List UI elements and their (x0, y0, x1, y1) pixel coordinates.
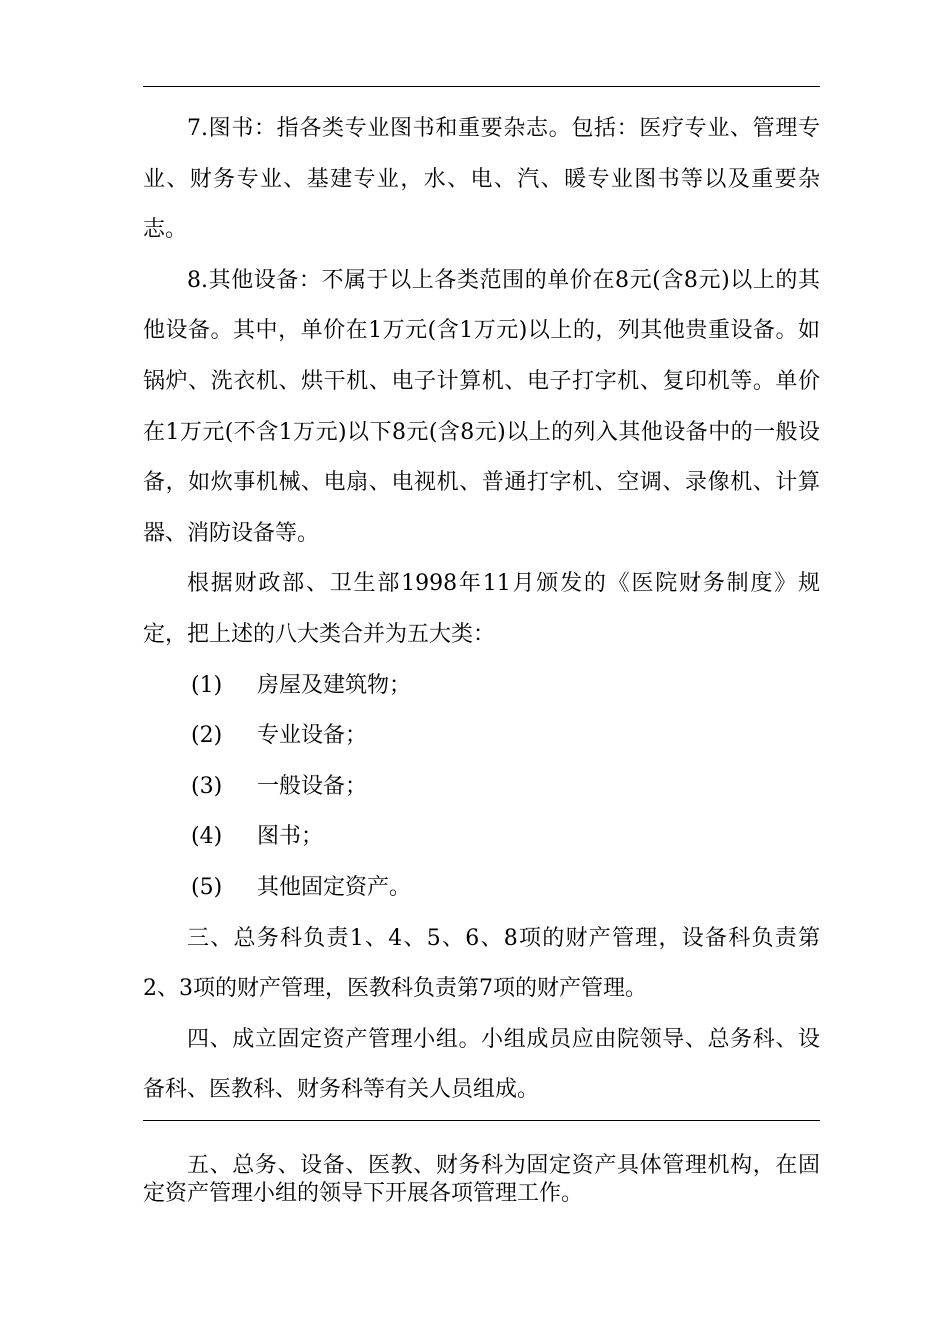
paragraph-regulation: 根据财政部、卫生部1998年11月颁发的《医院财务制度》规定，把上述的八大类合并为五大类： (143, 571, 820, 647)
list-item (143, 661, 820, 712)
list-item-number: (5) (191, 874, 223, 900)
list-item-number: (4) (191, 824, 223, 850)
list-item-number: (3) (191, 773, 223, 799)
paragraph-section-4: 四、成立固定资产管理小组。小组成员应由院领导、总务科、设备科、医教科、财务科等有关人员组成。 (143, 1026, 820, 1103)
list-item-text: 专业设备； (257, 723, 368, 749)
category-list (143, 661, 820, 914)
paragraph-books: 7.图书：指各类专业图书和重要杂志。包括：医疗专业、管理专业、财务专业、基建专业，水、电、汽、暖专业图书等以及重要杂志。 (143, 116, 820, 243)
list-item (143, 863, 820, 914)
list-item (143, 812, 820, 863)
list-item-text: 房屋及建筑物； (257, 672, 412, 698)
paragraph-section-3: 三、总务科负责1、4、5、6、8项的财产管理，设备科负责第2、3项的财产管理，医教科负责第7项的财产管理。 (143, 925, 820, 1002)
document-body (143, 104, 820, 1116)
paragraph-other-equipment: 8.其他设备：不属于以上各类范围的单价在8元(含8元)以上的其他设备。其中，单价在1万元(含1万元)以上的，列其他贵重设备。如锅炉、洗衣机、烘干机、电子计算机、电子打字机、复印机等。单价在1万元(不含1万元)以下8元(含8元)以上的列入其他设备中的一般设备，如炊事机械、电扇、电视机、普通打字机、空调、录像机、计算器、消防设备等。 (143, 267, 820, 546)
list-item (143, 711, 820, 762)
list-item-number: (1) (191, 672, 223, 698)
list-item-number: (2) (191, 723, 223, 749)
list-item-text: 一般设备； (257, 773, 368, 799)
page-break-rule (143, 1120, 820, 1121)
top-rule (143, 86, 820, 87)
list-item-text: 其他固定资产。 (257, 874, 412, 900)
list-item (143, 762, 820, 813)
paragraph-section-5: 五、总务、设备、医教、财务科为固定资产具体管理机构，在固定资产管理小组的领导下开展各项管理工作。 (143, 1153, 820, 1206)
list-item-text: 图书； (257, 824, 324, 850)
next-page-body (143, 1152, 820, 1208)
